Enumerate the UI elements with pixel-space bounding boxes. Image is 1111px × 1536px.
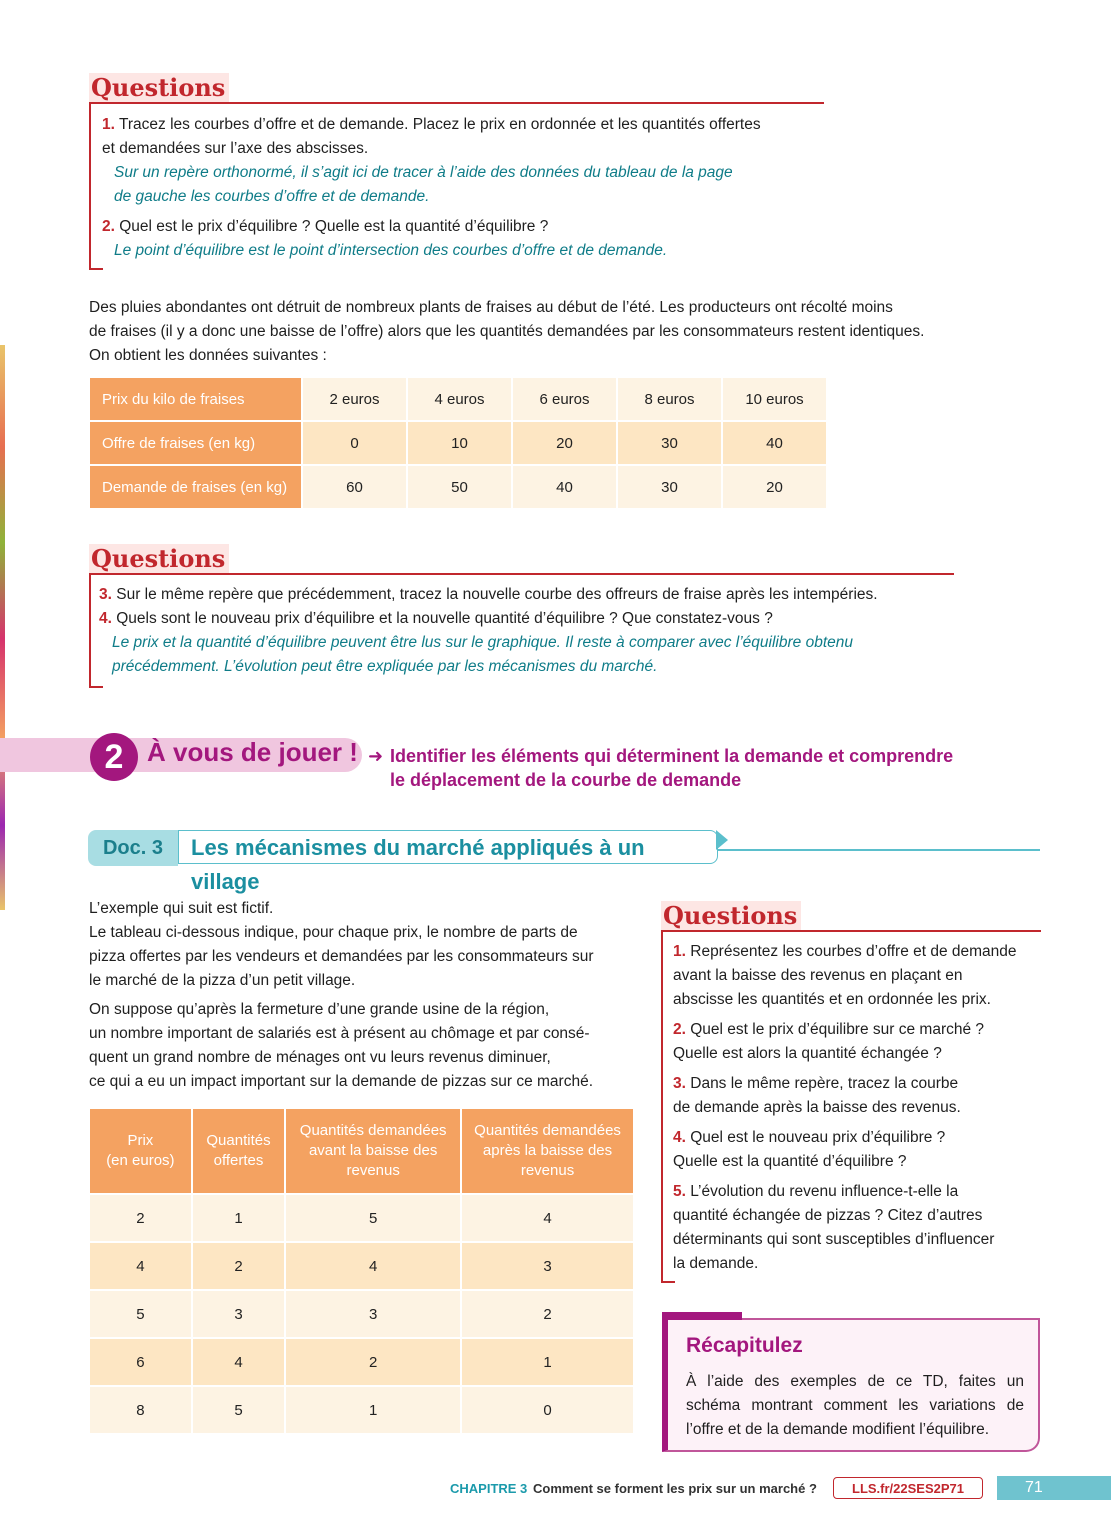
doc-paragraph-1 <box>89 897 632 993</box>
table-cell: 50 <box>408 466 511 508</box>
footer-chapter: CHAPITRE 3 <box>450 1481 528 1496</box>
table-cell: 10 euros <box>723 378 826 420</box>
answer-text: précédemment. L’évolution peut être expliquée par les mécanismes du marché. <box>112 658 658 675</box>
table-cell: 20 <box>513 422 616 464</box>
table-cell: 5 <box>193 1387 285 1433</box>
doc-line: Le tableau ci-dessous indique, pour chaque prix, le nombre de parts de <box>89 924 578 941</box>
doc-paragraph-2 <box>89 998 632 1094</box>
table-cell: 1 <box>193 1195 285 1241</box>
footer-link[interactable]: LLS.fr/22SES2P71 <box>833 1477 983 1499</box>
doc-line: pizza offertes par les vendeurs et demandées par les consommateurs sur <box>89 948 594 965</box>
section-number-badge: 2 <box>90 733 138 781</box>
table-cell: 30 <box>618 466 721 508</box>
table-cell: 8 <box>90 1387 191 1433</box>
table-cell: 2 <box>90 1195 191 1241</box>
doc-header-arrow <box>716 830 728 850</box>
doc-line: quent un grand nombre de ménages ont vu leurs revenus diminuer, <box>89 1049 551 1066</box>
question-text: Quels sont le nouveau prix d’équilibre et la nouvelle quantité d’équilibre ? Que constatez-vous ? <box>116 610 773 627</box>
doc-title: Les mécanismes du marché appliqués à un village <box>178 830 718 864</box>
table-cell: 5 <box>90 1291 191 1337</box>
doc-line: un nombre important de salariés est à présent au chômage et par consé- <box>89 1025 590 1042</box>
answer-1 <box>114 161 733 209</box>
recap-tab <box>662 1312 742 1320</box>
question-number: 1. <box>102 116 115 133</box>
table-cell: 4 <box>90 1243 191 1289</box>
question-text: Représentez les courbes d’offre et de demande <box>690 943 1017 960</box>
arrow-right-icon: ➜ <box>368 746 384 766</box>
question-text: avant la baisse des revenus en plaçant en <box>673 967 963 984</box>
objective-text: le déplacement de la courbe de demande <box>390 770 742 790</box>
table-cell: 8 euros <box>618 378 721 420</box>
question-number: 2. <box>673 1021 686 1038</box>
question-text: la demande. <box>673 1255 759 1272</box>
table-cell: 5 <box>286 1195 460 1241</box>
question-text: Quelle est la quantité d’équilibre ? <box>673 1153 907 1170</box>
questions-title: Questions <box>661 901 801 931</box>
question-text: quantité échangée de pizzas ? Citez d’autres <box>673 1207 983 1224</box>
section-title: À vous de jouer ! <box>147 737 358 767</box>
pizza-table <box>88 1107 635 1435</box>
answer-text: Le prix et la quantité d’équilibre peuvent être lus sur le graphique. Il reste à comparer avec l’équilibre obtenu <box>112 634 853 651</box>
question-number: 5. <box>673 1183 686 1200</box>
row-header: Demande de fraises (en kg) <box>90 466 301 508</box>
table-row <box>90 378 826 420</box>
question-number: 2. <box>102 218 115 235</box>
table-cell: 10 <box>408 422 511 464</box>
question-text: Quel est le prix d’équilibre sur ce marché ? <box>690 1021 985 1038</box>
question-number: 3. <box>99 586 112 603</box>
table-row <box>90 422 826 464</box>
question-text: abscisse les quantités et en ordonnée les prix. <box>673 991 991 1008</box>
footer-chapter-title: Comment se forment les prix sur un marché ? <box>533 1481 817 1496</box>
answer-text: Sur un repère orthonormé, il s’agit ici de tracer à l’aide des données du tableau de la page <box>114 164 733 181</box>
intro-line: de fraises (il y a donc une baisse de l’offre) alors que les quantités demandées par les consommateurs restent identiques. <box>89 323 925 340</box>
table-cell: 2 <box>462 1291 633 1337</box>
doc-line: On suppose qu’après la fermeture d’une grande usine de la région, <box>89 1001 550 1018</box>
question-number: 4. <box>99 610 112 627</box>
question-text: Tracez les courbes d’offre et de demande. Placez le prix en ordonnée et les quantités offertes <box>118 116 761 133</box>
table-cell: 2 <box>286 1339 460 1385</box>
table-cell: 20 <box>723 466 826 508</box>
doc-header-rule <box>718 849 1040 851</box>
row-header: Offre de fraises (en kg) <box>90 422 301 464</box>
intro-paragraph <box>89 296 924 368</box>
table-cell: 4 <box>193 1339 285 1385</box>
table-cell: 60 <box>303 466 406 508</box>
column-header: Quantités offertes <box>193 1109 285 1193</box>
answer-2: Le point d’équilibre est le point d’intersection des courbes d’offre et de demande. <box>114 242 668 259</box>
question-c1 <box>673 940 1039 1012</box>
question-text: Dans le même repère, tracez la courbe <box>690 1075 959 1092</box>
intro-line: Des pluies abondantes ont détruit de nombreux plants de fraises au début de l’été. Les producteurs ont récolté moins <box>89 299 893 316</box>
column-header: Prix (en euros) <box>90 1109 191 1193</box>
doc-line: L’exemple qui suit est fictif. <box>89 900 274 917</box>
table-cell: 3 <box>462 1243 633 1289</box>
recap-text: À l’aide des exemples de ce TD, faites un schéma montrant comment les variations de l’offre et de la demande modifient l’équilibre. <box>686 1373 1024 1438</box>
question-text: et demandées sur l’axe des abscisses. <box>102 140 369 157</box>
objective-text: Identifier les éléments qui déterminent la demande et comprendre <box>390 746 954 766</box>
doc-line: ce qui a eu un impact important sur la demande de pizzas sur ce marché. <box>89 1073 594 1090</box>
question-text: Quelle est alors la quantité échangée ? <box>673 1045 942 1062</box>
table-row <box>90 1291 633 1337</box>
table-row <box>90 1339 633 1385</box>
table-cell: 3 <box>286 1291 460 1337</box>
question-1 <box>102 113 761 161</box>
question-3 <box>99 583 878 607</box>
question-2 <box>102 215 548 239</box>
column-header: Quantités demandées avant la baisse des revenus <box>286 1109 460 1193</box>
table-cell: 2 euros <box>303 378 406 420</box>
question-text: Sur le même repère que précédemment, tracez la nouvelle courbe des offreurs de fraise après les intempéries. <box>116 586 878 603</box>
table-cell: 6 <box>90 1339 191 1385</box>
question-number: 3. <box>673 1075 686 1092</box>
table-cell: 40 <box>513 466 616 508</box>
question-c3 <box>673 1072 1039 1120</box>
questions-title: Questions <box>89 544 229 574</box>
table-row <box>90 466 826 508</box>
question-text: déterminants qui sont susceptibles d’influencer <box>673 1231 995 1248</box>
table-cell: 40 <box>723 422 826 464</box>
recap-title: Récapitulez <box>686 1334 803 1357</box>
table-cell: 30 <box>618 422 721 464</box>
table-cell: 0 <box>303 422 406 464</box>
question-number: 1. <box>673 943 686 960</box>
table-cell: 6 euros <box>513 378 616 420</box>
question-c5 <box>673 1180 1039 1276</box>
table-header-row <box>90 1109 633 1193</box>
strawberry-table <box>88 376 828 510</box>
table-cell: 4 euros <box>408 378 511 420</box>
table-cell: 2 <box>193 1243 285 1289</box>
question-c4 <box>673 1126 1039 1174</box>
section-objective <box>368 744 953 792</box>
table-cell: 0 <box>462 1387 633 1433</box>
row-header: Prix du kilo de fraises <box>90 378 301 420</box>
table-row <box>90 1243 633 1289</box>
intro-line: On obtient les données suivantes : <box>89 347 327 364</box>
question-text: L’évolution du revenu influence-t-elle la <box>690 1183 959 1200</box>
table-cell: 3 <box>193 1291 285 1337</box>
answer-text: de gauche les courbes d’offre et de demande. <box>114 188 430 205</box>
question-number: 4. <box>673 1129 686 1146</box>
table-cell: 4 <box>462 1195 633 1241</box>
question-text: de demande après la baisse des revenus. <box>673 1099 961 1116</box>
question-4 <box>99 607 773 631</box>
table-row <box>90 1387 633 1433</box>
answer-4 <box>112 631 853 679</box>
table-row <box>90 1195 633 1241</box>
question-text: Quel est le prix d’équilibre ? Quelle est la quantité d’équilibre ? <box>119 218 549 235</box>
column-header: Quantités demandées après la baisse des revenus <box>462 1109 633 1193</box>
table-cell: 1 <box>286 1387 460 1433</box>
question-text: Quel est le nouveau prix d’équilibre ? <box>690 1129 946 1146</box>
page-number: 71 <box>997 1476 1111 1500</box>
color-side-strip <box>0 345 5 910</box>
questions-title: Questions <box>89 73 229 103</box>
table-cell: 1 <box>462 1339 633 1385</box>
question-c2 <box>673 1018 1039 1066</box>
table-cell: 4 <box>286 1243 460 1289</box>
doc-label: Doc. 3 <box>88 830 178 866</box>
doc-line: le marché de la pizza d’un petit village. <box>89 972 356 989</box>
